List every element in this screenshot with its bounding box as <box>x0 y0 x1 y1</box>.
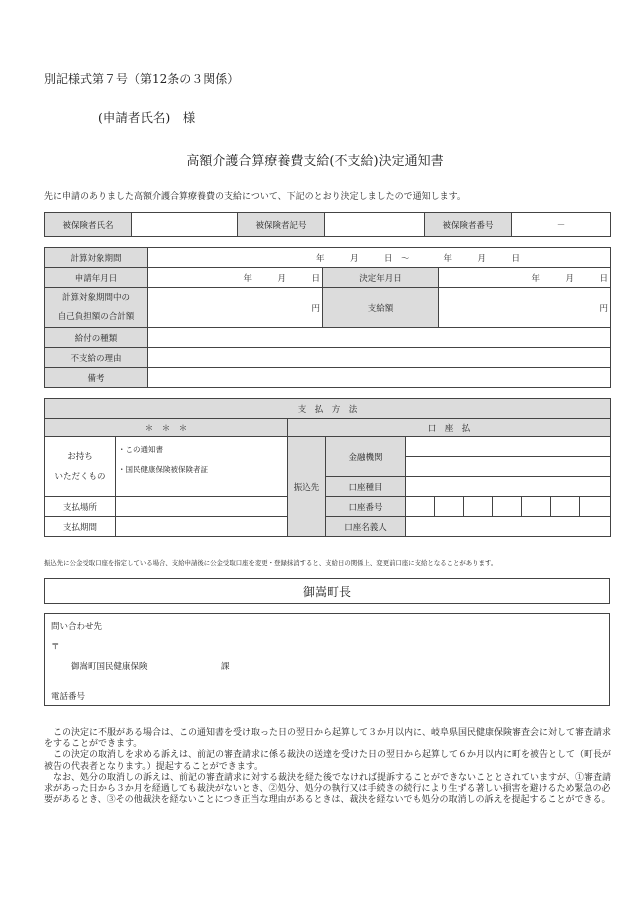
reason-label: 不支給の理由 <box>45 348 148 368</box>
insured-name-value <box>132 213 238 237</box>
reason-value <box>148 348 611 368</box>
period-value: 年 月 日 ～ 年 月 日 <box>148 248 611 268</box>
town-mayor: 御嵩町長 <box>44 578 610 604</box>
insured-symbol-label: 被保険者記号 <box>238 213 325 237</box>
phone-label: 電話番号 <box>51 692 86 702</box>
benefit-type-value <box>148 328 611 348</box>
contact-box <box>44 613 610 706</box>
remarks-label: 備考 <box>45 368 148 388</box>
total-label <box>45 288 148 328</box>
bank-label: 金融機関 <box>326 437 406 477</box>
transfer-to-label: 振込先 <box>288 437 326 537</box>
account-digit <box>406 497 435 517</box>
bring-item: ・国民健康保険被保険者証 <box>118 465 208 474</box>
account-digit <box>580 497 611 517</box>
payment-place-value <box>116 497 288 517</box>
insured-number-label: 被保険者番号 <box>425 213 512 237</box>
form-reference: 別記様式第７号（第12条の３関係） <box>44 72 240 86</box>
contact-heading: 問い合わせ先 <box>51 622 103 632</box>
bank-value-2 <box>406 457 611 477</box>
contact-office: 御嵩町国民健康保険 <box>71 662 148 672</box>
account-digit <box>522 497 551 517</box>
payment-method-title: 支 払 方 法 <box>45 399 611 419</box>
account-holder-value <box>406 517 611 537</box>
payment-stars: ＊ ＊ ＊ <box>45 419 288 437</box>
bank-value-1 <box>406 437 611 457</box>
appeal-paragraph: この決定の取消しを求める訴えは、前記の審査請求に係る裁決の送達を受けた日の翌日から起算して６か月以内に町を被告として（町長が被告の代表者となります。）提起することができます。 <box>44 750 612 772</box>
details-table <box>44 247 611 388</box>
account-digit <box>493 497 522 517</box>
applicant-name: (申請者氏名) 様 <box>98 110 196 125</box>
decision-date-value: 年 月 日 <box>439 268 611 288</box>
account-number-label: 口座番号 <box>326 497 406 517</box>
apply-date-value: 年 月 日 <box>148 268 323 288</box>
payment-place-label: 支払場所 <box>45 497 116 517</box>
total-amount-value <box>148 288 323 328</box>
payment-period-label: 支払期間 <box>45 517 116 537</box>
intro-text: 先に申請のありました高額介護合算療養費の支給について、下記のとおり決定しましたので通知します。 <box>44 192 466 202</box>
account-holder-label: 口座名義人 <box>326 517 406 537</box>
account-type-value <box>406 477 611 497</box>
insured-table <box>44 212 611 237</box>
insured-name-label: 被保険者氏名 <box>45 213 132 237</box>
total-label-line2: 自己負担額の合計額 <box>57 311 135 322</box>
postal-mark: 〒 <box>51 642 60 652</box>
bring-items-list <box>116 437 288 497</box>
period-label: 計算対象期間 <box>45 248 148 268</box>
remarks-value <box>148 368 611 388</box>
bring-label-line2: いただくもの <box>54 471 106 482</box>
appeal-paragraph: なお、処分の取消しの訴えは、前記の審査請求に対する裁決を経た後でなければ提訴することができないこととされていますが、①審査請求があった日から３か月を経過しても裁決がないとき、②処分、処分の執行又は手続きの続行により生ずる著しい損害を避けるため緊急の必要があるとき、③その他裁決を経ないことにつき正当な理由があるときは、裁決を経ないでも処分の取消しの訴えを提起することができる。 <box>44 772 612 806</box>
account-note: 振込先に公金受取口座を指定している場合、支給申請後に公金受取口座を変更・登録抹消すると、支給日の関係上、変更前口座に支給となることがあります。 <box>44 559 498 567</box>
yen-unit: 円 <box>311 303 320 314</box>
account-digit <box>464 497 493 517</box>
account-digit <box>551 497 580 517</box>
payment-amount-value <box>439 288 611 328</box>
bring-items-label <box>45 437 116 497</box>
insured-symbol-value <box>325 213 425 237</box>
bring-label-line1: お持ち <box>67 451 93 462</box>
insured-number-value: － <box>512 213 611 237</box>
bank-transfer-title: 口 座 払 <box>288 419 611 437</box>
apply-date-label: 申請年月日 <box>45 268 148 288</box>
appeal-paragraph: この決定に不服がある場合は、この通知書を受け取った日の翌日から起算して３か月以内に、岐阜県国民健康保険審査会に対して審査請求をすることができます。 <box>44 728 612 750</box>
account-type-label: 口座種目 <box>326 477 406 497</box>
total-label-line1: 計算対象期間中の <box>61 292 130 303</box>
payment-amount-label: 支給額 <box>323 288 439 328</box>
payment-table <box>44 398 611 537</box>
page-title: 高額介護合算療養費支給(不支給)決定通知書 <box>186 154 444 169</box>
payment-period-value <box>116 517 288 537</box>
decision-date-label: 決定年月日 <box>323 268 439 288</box>
yen-unit: 円 <box>599 303 608 314</box>
contact-section: 課 <box>221 662 230 672</box>
account-digit <box>435 497 464 517</box>
appeal-notice <box>44 728 618 806</box>
benefit-type-label: 給付の種類 <box>45 328 148 348</box>
bring-item: ・この通知書 <box>118 445 163 454</box>
